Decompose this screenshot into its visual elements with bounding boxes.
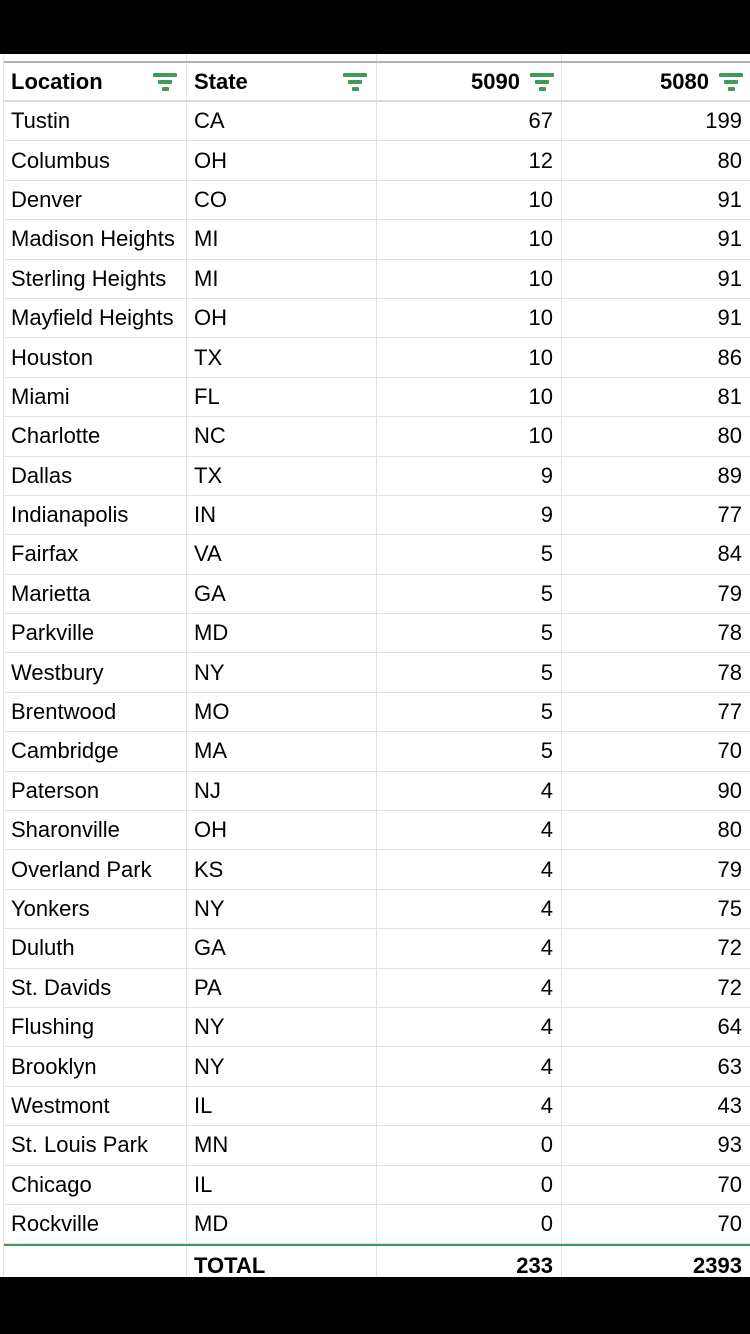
col5080-cell[interactable]: 80 [717,817,742,843]
col5090-cell[interactable]: 4 [377,772,562,810]
location-cell[interactable]: Tustin [4,102,187,140]
col5080-cell[interactable]: 64 [717,1014,742,1040]
state-cell[interactable]: MI [187,220,377,258]
col5090-cell[interactable]: 4 [377,1047,562,1085]
table-header-row [4,61,750,102]
header-label-location: Location [11,68,103,94]
col5080-cell[interactable]: 78 [717,659,742,685]
col5080-cell[interactable]: 78 [717,620,742,646]
col5090-cell[interactable]: 10 [377,220,562,258]
col5080-cell[interactable]: 90 [717,777,742,803]
table-row [4,1205,750,1244]
table-row [4,417,750,456]
total-label-cell[interactable]: TOTAL [187,1246,377,1277]
col5090-cell[interactable]: 5 [377,614,562,652]
table-row [4,299,750,338]
col5080-cell[interactable]: 81 [717,383,742,409]
location-cell[interactable]: Westmont [4,1087,187,1125]
sliver-cell [4,54,187,61]
col5080-cell[interactable]: 70 [717,1211,742,1237]
location-cell[interactable]: Denver [4,181,187,219]
location-cell[interactable]: Paterson [4,772,187,810]
state-cell[interactable]: NY [187,1008,377,1046]
col5090-cell[interactable]: 5 [377,535,562,573]
header-label-5080: 5080 [660,68,709,94]
table-row [4,772,750,811]
table-row [4,1126,750,1165]
location-cell[interactable]: Rockville [4,1205,187,1243]
col5090-cell[interactable]: 0 [377,1205,562,1243]
col5080-cell[interactable]: 91 [717,226,742,252]
filter-icon[interactable] [153,73,177,91]
col5080-cell[interactable]: 93 [717,1132,742,1158]
location-cell[interactable]: Brooklyn [4,1047,187,1085]
col5080-cell[interactable]: 86 [717,344,742,370]
state-cell[interactable]: TX [187,457,377,495]
col5080-cell[interactable]: 43 [717,1092,742,1118]
col5090-cell[interactable]: 0 [377,1166,562,1204]
location-cell[interactable]: Fairfax [4,535,187,573]
col5080-cell[interactable]: 84 [717,541,742,567]
table-row [4,732,750,771]
filter-icon[interactable] [530,73,554,91]
col5080-cell[interactable]: 72 [717,935,742,961]
table-row [4,496,750,535]
bottom-letterbox-bar [0,1277,750,1334]
table-row [4,535,750,574]
location-cell[interactable]: Mayfield Heights [4,299,187,337]
state-cell[interactable]: CO [187,181,377,219]
filter-icon[interactable] [343,73,367,91]
total-5090-cell[interactable]: 233 [377,1246,562,1277]
state-cell[interactable]: IL [187,1087,377,1125]
table-row [4,575,750,614]
state-cell[interactable]: NY [187,1047,377,1085]
col5080-cell[interactable]: 91 [717,186,742,212]
state-cell[interactable]: KS [187,850,377,888]
location-cell[interactable]: St. Louis Park [4,1126,187,1164]
table-row [4,811,750,850]
table-row [4,1087,750,1126]
state-cell[interactable]: MA [187,732,377,770]
table-row [4,653,750,692]
col5090-cell[interactable]: 4 [377,811,562,849]
state-cell[interactable]: TX [187,338,377,376]
state-cell[interactable]: NJ [187,772,377,810]
col5090-cell[interactable]: 10 [377,378,562,416]
col5080-cell[interactable]: 91 [717,305,742,331]
header-cell-5080[interactable] [562,63,750,100]
table-row [4,969,750,1008]
col5090-cell[interactable]: 4 [377,850,562,888]
col5090-cell[interactable]: 4 [377,890,562,928]
col5090-cell[interactable]: 4 [377,1008,562,1046]
col5080-cell[interactable]: 77 [717,502,742,528]
state-cell[interactable]: NY [187,653,377,691]
location-cell[interactable]: Sterling Heights [4,260,187,298]
location-cell[interactable]: Houston [4,338,187,376]
table-body [4,102,750,1244]
col5080-cell[interactable]: 63 [717,1053,742,1079]
location-cell[interactable]: Flushing [4,1008,187,1046]
state-cell[interactable]: GA [187,575,377,613]
col5090-cell[interactable]: 5 [377,732,562,770]
col5080-cell[interactable]: 91 [717,265,742,291]
location-cell[interactable]: Parkville [4,614,187,652]
col5090-cell[interactable]: 10 [377,338,562,376]
state-cell[interactable]: MN [187,1126,377,1164]
state-cell[interactable]: GA [187,929,377,967]
location-cell[interactable]: Dallas [4,457,187,495]
table-row [4,1166,750,1205]
col5090-cell[interactable]: 12 [377,141,562,179]
col5090-cell[interactable]: 5 [377,693,562,731]
total-5080-cell[interactable]: 2393 [693,1253,742,1277]
state-cell[interactable]: PA [187,969,377,1007]
location-cell[interactable]: Duluth [4,929,187,967]
table-row [4,338,750,377]
state-cell[interactable]: MI [187,260,377,298]
col5080-cell[interactable]: 70 [717,1171,742,1197]
table-row [4,614,750,653]
location-cell[interactable]: Westbury [4,653,187,691]
location-cell[interactable]: Chicago [4,1166,187,1204]
col5090-cell[interactable]: 10 [377,181,562,219]
col5090-cell[interactable]: 10 [377,260,562,298]
col5090-cell[interactable]: 5 [377,575,562,613]
col5080-cell[interactable]: 77 [717,699,742,725]
partial-row-sliver [4,54,750,61]
col5080-cell[interactable]: 72 [717,974,742,1000]
state-cell[interactable]: OH [187,811,377,849]
col5080-cell[interactable]: 79 [717,580,742,606]
location-cell[interactable]: Indianapolis [4,496,187,534]
col5090-cell[interactable]: 5 [377,653,562,691]
col5090-cell[interactable]: 9 [377,457,562,495]
state-cell[interactable]: CA [187,102,377,140]
col5090-cell[interactable]: 67 [377,102,562,140]
table-row [4,181,750,220]
table-row [4,260,750,299]
col5080-cell[interactable]: 80 [717,147,742,173]
location-cell[interactable]: Marietta [4,575,187,613]
state-cell[interactable]: NY [187,890,377,928]
col5090-cell[interactable]: 4 [377,969,562,1007]
header-cell-state[interactable] [187,63,377,100]
col5090-cell[interactable]: 4 [377,1087,562,1125]
state-cell[interactable]: MD [187,614,377,652]
col5080-cell[interactable]: 70 [717,738,742,764]
table-row [4,1047,750,1086]
total-row [4,1246,750,1277]
top-letterbox-bar [0,0,750,54]
col5090-cell[interactable]: 4 [377,929,562,967]
sheet-table [3,54,750,1277]
header-cell-5090[interactable] [377,63,562,100]
col5080-cell[interactable]: 89 [717,462,742,488]
sliver-cell [562,54,750,61]
col5090-cell[interactable]: 10 [377,417,562,455]
state-cell[interactable]: FL [187,378,377,416]
table-row [4,693,750,732]
table-row [4,850,750,889]
state-cell[interactable]: MD [187,1205,377,1243]
location-cell[interactable]: Brentwood [4,693,187,731]
state-cell[interactable]: IN [187,496,377,534]
location-cell[interactable]: Cambridge [4,732,187,770]
col5090-cell[interactable]: 9 [377,496,562,534]
state-cell[interactable]: VA [187,535,377,573]
location-cell[interactable]: Charlotte [4,417,187,455]
header-cell-location[interactable] [4,63,187,100]
state-cell[interactable]: OH [187,299,377,337]
table-row [4,890,750,929]
location-cell[interactable]: Overland Park [4,850,187,888]
header-label-state: State [194,68,248,94]
sliver-cell [377,54,562,61]
state-cell[interactable]: NC [187,417,377,455]
header-label-5090: 5090 [471,68,520,94]
table-row [4,1008,750,1047]
col5090-cell[interactable]: 10 [377,299,562,337]
total-empty-cell[interactable] [4,1246,187,1277]
col5080-cell[interactable]: 80 [717,423,742,449]
location-cell[interactable]: Yonkers [4,890,187,928]
state-cell[interactable]: OH [187,141,377,179]
state-cell[interactable]: IL [187,1166,377,1204]
spreadsheet-view [0,54,750,1277]
table-row [4,929,750,968]
table-row [4,102,750,141]
filter-icon[interactable] [719,73,743,91]
location-cell[interactable]: St. Davids [4,969,187,1007]
table-row [4,457,750,496]
col5080-cell[interactable]: 79 [717,856,742,882]
location-cell[interactable]: Sharonville [4,811,187,849]
table-row [4,378,750,417]
location-cell[interactable]: Miami [4,378,187,416]
col5090-cell[interactable]: 0 [377,1126,562,1164]
table-row [4,220,750,259]
table-row [4,141,750,180]
location-cell[interactable]: Madison Heights [4,220,187,258]
col5080-cell[interactable]: 199 [705,108,742,134]
location-cell[interactable]: Columbus [4,141,187,179]
col5080-cell[interactable]: 75 [717,896,742,921]
sliver-cell [187,54,377,61]
state-cell[interactable]: MO [187,693,377,731]
